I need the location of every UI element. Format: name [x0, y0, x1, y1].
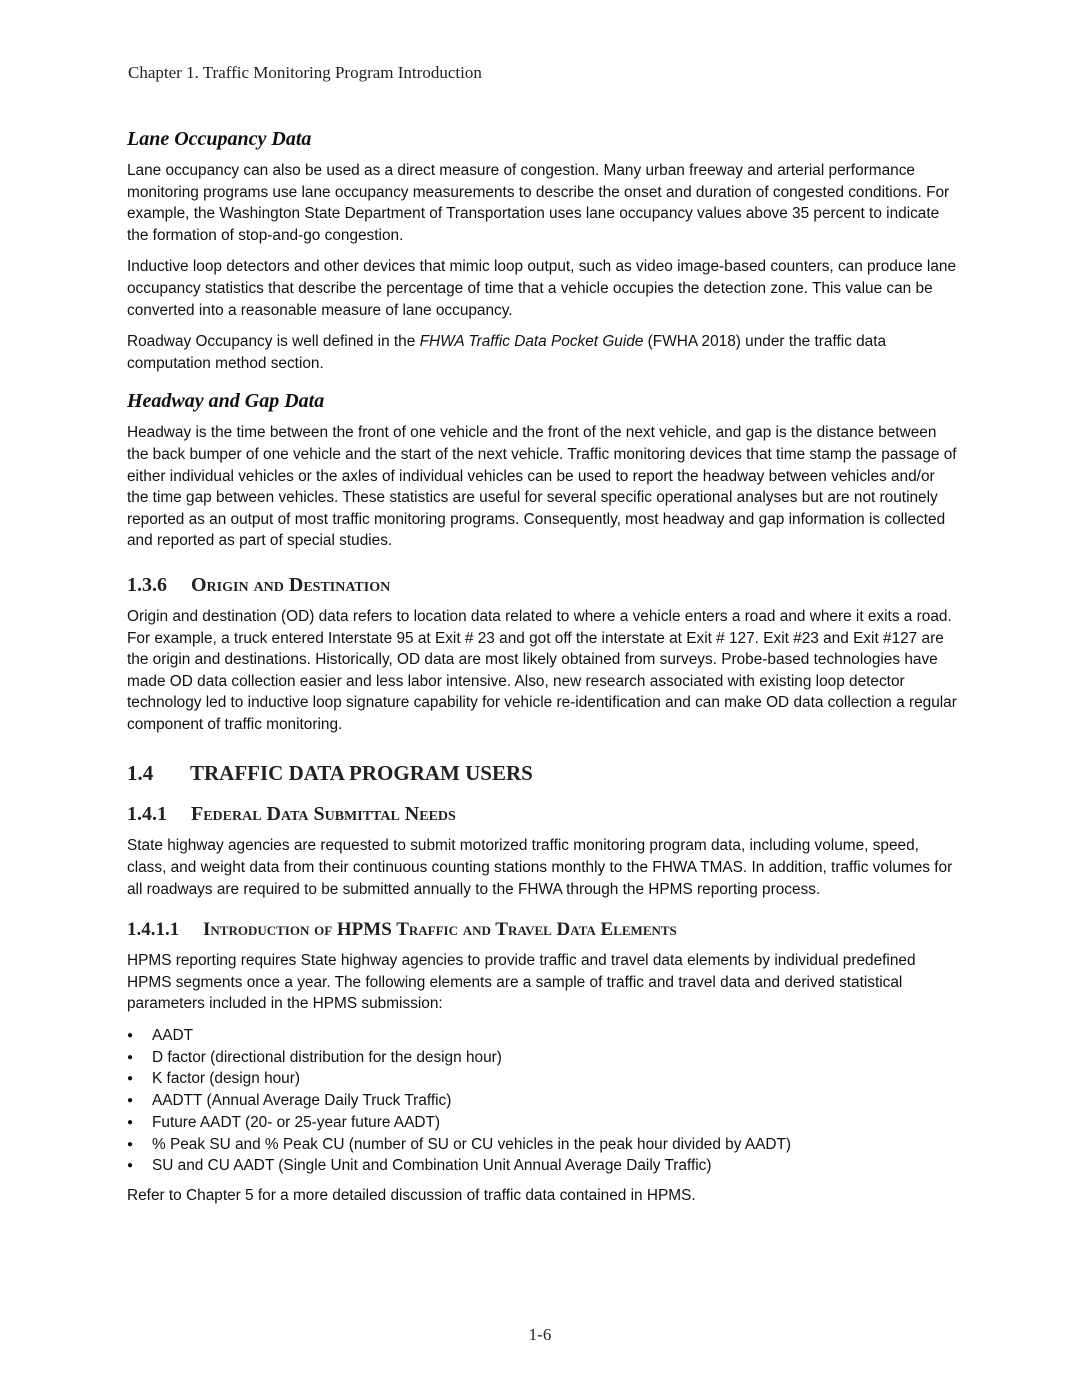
heading-lane-occupancy: Lane Occupancy Data	[127, 128, 312, 150]
section-number: 1.4	[127, 761, 154, 786]
list-item: ● K factor (design hour)	[127, 1068, 957, 1090]
section-heading-1-4-1-1	[127, 918, 957, 942]
section-title: TRAFFIC DATA PROGRAM USERS	[190, 761, 533, 786]
list-item: ● D factor (directional distribution for the design hour)	[127, 1047, 957, 1069]
section-title: Federal Data Submittal Needs	[191, 803, 456, 826]
page-number: 1-6	[528, 1325, 552, 1344]
section-number: 1.4.1.1	[127, 919, 180, 941]
section-heading-1-4-1	[127, 801, 957, 827]
list-item: ● % Peak SU and % Peak CU (number of SU or CU vehicles in the peak hour divided by AADT)	[127, 1134, 957, 1156]
section-title: Origin and Destination	[191, 573, 391, 596]
paragraph: Headway is the time between the front of one vehicle and the front of the next vehicle, and gap is the distance between the back bumper of one vehicle and the start of the next vehicle. Traffic monitoring devices that time stamp the passage of either individual vehicles or the axles of individual vehicles can be used to report the headway between vehicles and/or the time gap between vehicles. These statistics are useful for several specific operational analyses but are not routinely reported as an output of most traffic monitoring programs. Consequently, most headway and gap information is collected and reported as part of special studies.	[127, 424, 957, 550]
section-title: Introduction of HPMS Traffic and Travel Data Elements	[203, 919, 677, 941]
section-number: 1.3.6	[127, 573, 167, 596]
section-heading-1-3-6	[127, 572, 957, 598]
text-span: Roadway Occupancy is well defined in the	[127, 333, 420, 351]
section-heading-1-4	[127, 759, 957, 787]
paragraph: Refer to Chapter 5 for a more detailed discussion of traffic data contained in HPMS.	[127, 1186, 696, 1204]
paragraph: State highway agencies are requested to submit motorized traffic monitoring program data, including volume, speed, class, and weight data from their continuous counting stations monthly to the FHWA TMAS. In addition, traffic volumes for all roadways are required to be submitted annually to the FHWA through the HPMS reporting process.	[127, 837, 953, 898]
publication-title: FHWA Traffic Data Pocket Guide	[419, 333, 644, 351]
paragraph: Lane occupancy can also be used as a direct measure of congestion. Many urban freeway and arterial performance monitoring programs use lane occupancy measurements to describe the onset and duration of congested conditions. For example, the Washington State Department of Transportation uses lane occupancy values above 35 percent to indicate the formation of stop-and-go congestion.	[127, 162, 950, 244]
hpms-elements-list	[127, 1025, 957, 1177]
running-header: Chapter 1. Traffic Monitoring Program Introduction	[128, 63, 482, 82]
section-number: 1.4.1	[127, 803, 167, 826]
page-content	[127, 126, 957, 1217]
list-item: ● Future AADT (20- or 25-year future AADT)	[127, 1112, 957, 1134]
text-span: (FWHA 2018) under the traffic data computation method section.	[127, 333, 887, 372]
paragraph: HPMS reporting requires State highway agencies to provide traffic and travel data elements by individual predefined HPMS segments once a year. The following elements are a sample of traffic and travel data and derived statistical parameters included in the HPMS submission:	[127, 952, 916, 1013]
paragraph: Inductive loop detectors and other devices that mimic loop output, such as video image-based counters, can produce lane occupancy statistics that describe the percentage of time that a vehicle occupies the detection zone. This value can be converted into a reasonable measure of lane occupancy.	[127, 258, 957, 319]
list-item: ● AADTT (Annual Average Daily Truck Traffic)	[127, 1090, 957, 1112]
paragraph: Origin and destination (OD) data refers to location data related to where a vehicle enters a road and where it exits a road. For example, a truck entered Interstate 95 at Exit # 23 and got off the interstate at Exit # 127. Exit #23 and Exit #127 are the origin and destinations. Historically, OD data are most likely obtained from surveys. Probe-based technologies have made OD data collection easier and less labor intensive. Also, new research associated with existing loop detector technology led to inductive loop signature capability for vehicle re-identification and can make OD data collection a regular component of traffic monitoring.	[127, 607, 957, 733]
list-item: ● SU and CU AADT (Single Unit and Combination Unit Annual Average Daily Traffic)	[127, 1155, 957, 1177]
heading-headway-gap: Headway and Gap Data	[127, 390, 325, 413]
list-item: ● AADT	[127, 1025, 957, 1047]
paragraph-occupancy-reference	[127, 331, 957, 374]
